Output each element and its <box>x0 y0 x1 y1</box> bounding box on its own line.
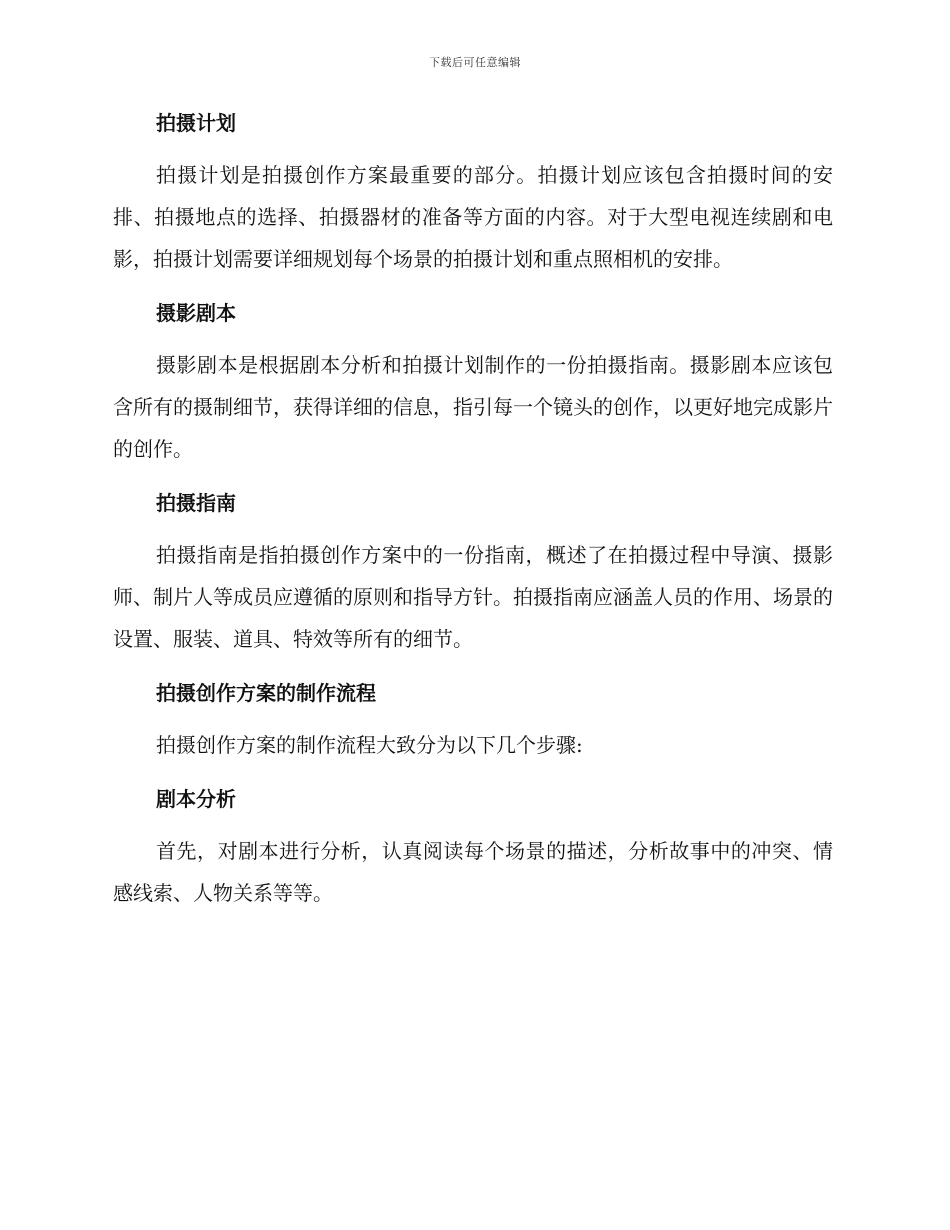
section-heading-script-analysis: 剧本分析 <box>156 787 236 811</box>
section-body-shooting-plan: 拍摄计划是拍摄创作方案最重要的部分。拍摄计划应该包含拍摄时间的安排、拍摄地点的选择、拍摄器材的准备等方面的内容。对于大型电视连续剧和电影，拍摄计划需要详细规划每个场景的拍摄计划和重点照相机的安排。 <box>113 163 833 271</box>
section-heading-production-process: 拍摄创作方案的制作流程 <box>156 681 376 705</box>
section-heading-shooting-guide: 拍摄指南 <box>156 491 236 515</box>
document-content <box>113 108 833 914</box>
section-body-script-analysis: 首先，对剧本进行分析，认真阅读每个场景的描述，分析故事中的冲突、情感线索、人物关系等等。 <box>113 839 833 905</box>
section-body-production-process: 拍摄创作方案的制作流程大致分为以下几个步骤: <box>156 733 583 757</box>
section-heading-photography-script: 摄影剧本 <box>156 301 236 325</box>
section-body-shooting-guide: 拍摄指南是指拍摄创作方案中的一份指南，概述了在拍摄过程中导演、摄影师、制片人等成员应遵循的原则和指导方针。拍摄指南应涵盖人员的作用、场景的设置、服装、道具、特效等所有的细节。 <box>113 543 833 651</box>
section-heading-shooting-plan: 拍摄计划 <box>156 111 236 135</box>
section-body-photography-script: 摄影剧本是根据剧本分析和拍摄计划制作的一份拍摄指南。摄影剧本应该包含所有的摄制细节，获得详细的信息，指引每一个镜头的创作，以更好地完成影片的创作。 <box>113 353 833 461</box>
header-note: 下载后可任意编辑 <box>429 56 521 69</box>
